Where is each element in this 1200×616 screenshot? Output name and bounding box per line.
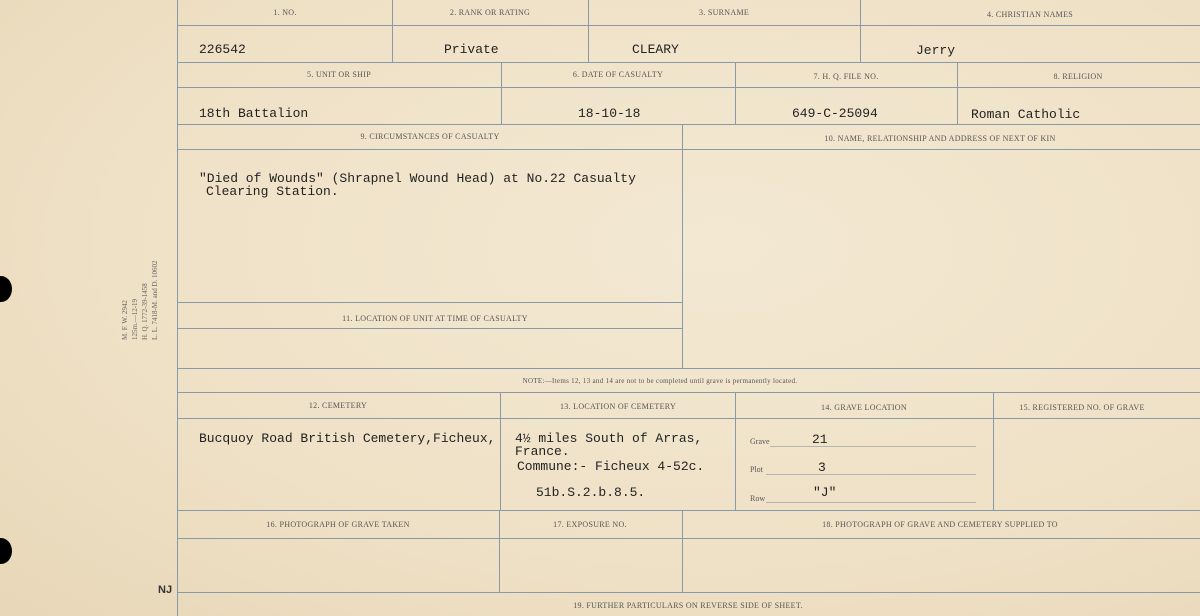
cemetery-location-line: 51b.S.2.b.8.5. (536, 485, 646, 500)
row-underline (766, 502, 976, 503)
rule (177, 592, 1200, 593)
location-of-unit-header: 11. LOCATION OF UNIT AT TIME OF CASUALTY (342, 314, 528, 323)
rule (177, 25, 1200, 26)
rule (177, 392, 1200, 393)
rule (177, 510, 1200, 511)
rule (177, 368, 1200, 369)
rule (177, 87, 1200, 88)
rank-value: Private (444, 42, 499, 57)
divider (993, 392, 994, 510)
date-value: 18-10-18 (578, 106, 641, 121)
grave-location-header: 14. GRAVE LOCATION (821, 403, 907, 412)
grave-value: 21 (812, 432, 828, 447)
divider (392, 0, 393, 62)
cemetery-location-line: Commune:- Ficheux 4-52c. (517, 459, 705, 474)
religion-header: 8. RELIGION (1053, 72, 1103, 81)
rule (177, 538, 1200, 539)
next-of-kin-header: 10. NAME, RELATIONSHIP AND ADDRESS OF NEXT OF KIN (824, 134, 1056, 143)
cemetery-location-line: France. (515, 444, 570, 459)
row-value: "J" (813, 485, 837, 500)
no-header: 1. NO. (273, 8, 297, 17)
photo-supplied-header: 18. PHOTOGRAPH OF GRAVE AND CEMETERY SUPPLIED TO (822, 520, 1058, 529)
divider (682, 124, 683, 368)
religion-value: Roman Catholic (971, 107, 1081, 122)
surname-value: CLEARY (632, 42, 679, 57)
circumstances-line: "Died of Wounds" (Shrapnel Wound Head) at No.22 Casualty (199, 171, 636, 186)
rule (177, 62, 1200, 63)
side-note-line: 125m.—12-19 (131, 298, 139, 340)
cemetery-location-header: 13. LOCATION OF CEMETERY (559, 402, 677, 411)
margin-line (177, 0, 178, 616)
divider (860, 0, 861, 62)
hq-file-header: 7. H. Q. FILE NO. (813, 72, 879, 81)
grave-underline (770, 446, 976, 447)
rule (177, 149, 1200, 150)
punch-hole-top (0, 276, 12, 302)
plot-underline (766, 474, 976, 475)
date-header: 6. DATE OF CASUALTY (572, 70, 664, 79)
divider (499, 510, 500, 592)
divider (735, 62, 736, 124)
note-text: NOTE:—Items 12, 13 and 14 are not to be completed until grave is permanently located. (522, 377, 798, 385)
divider (735, 392, 736, 510)
christian-names-header: 4. CHRISTIAN NAMES (986, 10, 1074, 19)
unit-value: 18th Battalion (199, 106, 309, 121)
cemetery-header: 12. CEMETERY (308, 401, 368, 410)
row-label: Row (750, 494, 766, 503)
nj-stamp: NJ (158, 584, 173, 596)
photo-taken-header: 16. PHOTOGRAPH OF GRAVE TAKEN (266, 520, 410, 529)
side-note-line: H. Q. 1772-39-1458 (141, 283, 149, 340)
plot-value: 3 (818, 460, 826, 475)
side-print-note (120, 260, 160, 340)
side-note-line: M. F. W. 2942 (121, 300, 129, 340)
rule (177, 328, 682, 329)
circumstances-line: Clearing Station. (206, 184, 339, 199)
no-value: 226542 (199, 42, 246, 57)
hq-file-value: 649-C-25094 (792, 106, 878, 121)
punch-hole-bottom (0, 538, 12, 564)
circumstances-header: 9. CIRCUMSTANCES OF CASUALTY (360, 132, 500, 141)
divider (500, 392, 501, 510)
rule (177, 124, 1200, 125)
divider (588, 0, 589, 62)
plot-label: Plot (750, 465, 763, 474)
christian-names-value: Jerry (916, 43, 956, 58)
rule (177, 302, 682, 303)
divider (682, 510, 683, 592)
side-note-line: L. L. 7418-M. and D. 10602 (151, 260, 159, 340)
divider (957, 62, 958, 124)
rank-header: 2. RANK OR RATING (449, 8, 531, 17)
unit-header: 5. UNIT OR SHIP (307, 70, 371, 79)
cemetery-value: Bucquoy Road British Cemetery,Ficheux, (199, 431, 496, 446)
further-particulars-header: 19. FURTHER PARTICULARS ON REVERSE SIDE OF SHEET. (573, 601, 803, 610)
grave-label: Grave (750, 437, 770, 446)
surname-header: 3. SURNAME (698, 8, 750, 17)
rule (177, 418, 1200, 419)
divider (501, 62, 502, 124)
registered-no-header: 15. REGISTERED NO. OF GRAVE (1019, 403, 1145, 412)
cemetery-location-line: 4½ miles South of Arras, (515, 431, 703, 446)
exposure-header: 17. EXPOSURE NO. (553, 520, 627, 529)
